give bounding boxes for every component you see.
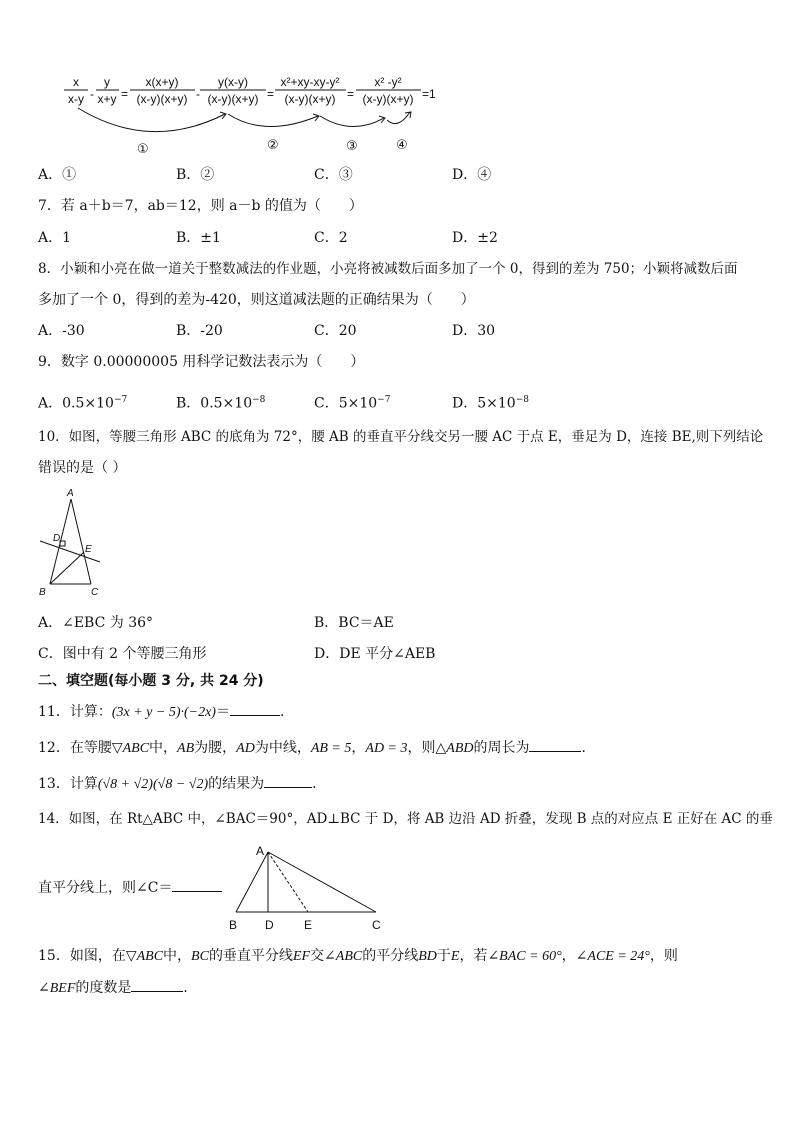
frac1-den: x-y (68, 92, 84, 106)
q10-label-c: C (91, 587, 99, 598)
q9-c-label: C． (314, 395, 339, 412)
op-eq-2: = (267, 87, 275, 101)
q12-text-1: 12．在等腰 (38, 740, 112, 756)
q13-expression: (√8 + √2)(√8 − √2) (97, 777, 209, 792)
q12-text-6: ，则 (407, 740, 436, 756)
op-eq-3: = (347, 87, 355, 101)
q13-period: ． (312, 776, 327, 792)
q6-option-a[interactable]: A．① (38, 167, 77, 183)
q11-answer-blank[interactable] (230, 701, 280, 716)
op-eq-final: =1 (422, 87, 436, 101)
q15-text-5: 的平分线 (362, 948, 419, 964)
q9-option-d[interactable] (452, 390, 529, 414)
q10-label-e: E (85, 544, 92, 555)
op-minus-1: - (90, 87, 94, 101)
q12-triangle: ▽ABC (111, 741, 150, 756)
step-label-4: ④ (396, 137, 408, 152)
q9-d-exponent: −8 (515, 395, 529, 405)
q8-option-d[interactable]: D．30 (452, 323, 496, 339)
q8-stem-line2: 多加了一个 0，得到的差为-420，则这道减法题的正确结果为（ ） (38, 292, 475, 308)
q10-triangle-figure (36, 486, 106, 601)
q10-stem-line1: 10．如图，等腰三角形 ABC 的底角为 72°，腰 AB 的垂直平分线交另一腰 AC 于点 E，垂足为 D，连接 BE,则下列结论 (38, 429, 764, 445)
q9-option-c[interactable] (314, 390, 390, 414)
q15-line2 (38, 977, 197, 999)
q9-option-b[interactable] (176, 390, 265, 414)
q15-text-1: 15．如图，在 (38, 948, 126, 964)
q14-label-a: A (256, 844, 265, 858)
frac2-den: x+y (97, 92, 117, 106)
q7-option-b[interactable]: B．±1 (176, 230, 221, 246)
q15-text-2: 中， (163, 948, 192, 964)
frac2-num: y (104, 75, 110, 89)
q12-abd: △ABD (435, 741, 474, 756)
op-eq-1: = (121, 87, 129, 101)
q12-text-4: 为中线， (254, 740, 311, 756)
q7-stem: 7．若 a＋b＝7，ab＝12，则 a－b 的值为（ ） (38, 198, 363, 214)
q10-label-d: D (53, 533, 61, 544)
q14-triangle-figure (226, 840, 392, 935)
q15-text-6: 于 (436, 948, 451, 964)
q9-b-exponent: −8 (252, 395, 266, 405)
frac6-den: (x-y)(x+y) (362, 92, 414, 106)
q14-side-ab (236, 852, 268, 912)
q10-label-b: B (39, 587, 46, 598)
q9-b-label: B． (176, 395, 201, 412)
q15-angle-ace: ∠ACE = 24° (575, 949, 650, 964)
q12-text-5: ， (351, 740, 366, 756)
arrow-step-4 (387, 112, 410, 124)
frac4-den: (x-y)(x+y) (207, 92, 259, 106)
q10-stem-line2: 错误的是（ ） (38, 460, 127, 476)
q10-option-c[interactable]: C．图中有 2 个等腰三角形 (38, 646, 207, 662)
q15-triangle: ▽ABC (125, 949, 164, 964)
q15-ef: EF (292, 949, 311, 964)
frac3-num: x(x+y) (145, 75, 179, 89)
q12-ab: AB (177, 741, 195, 756)
frac4-num: y(x-y) (218, 75, 248, 89)
q9-a-exponent: −7 (113, 395, 128, 405)
frac3-den: (x-y)(x+y) (136, 92, 188, 106)
q6-option-b[interactable]: B．② (176, 167, 215, 183)
q8-option-c[interactable]: C．20 (314, 323, 357, 339)
arrow-step-3 (320, 116, 384, 127)
q9-c-exponent: −7 (377, 395, 391, 405)
q6-option-c[interactable]: C．③ (314, 167, 353, 183)
q12-text-2: 中， (149, 740, 178, 756)
q12-text-7: 的周长为 (473, 740, 530, 756)
q8-option-b[interactable]: B．-20 (176, 323, 223, 339)
q15-text-10: 的度数是 (75, 980, 132, 996)
q15-text-9: ，则 (649, 948, 678, 964)
section-heading-fill-in: 二、填空题(每小题 3 分, 共 24 分) (38, 673, 264, 689)
q9-c-mantissa: 5×10 (338, 395, 378, 412)
q15-angle-abc: ∠ABC (324, 949, 363, 964)
q7-option-c[interactable]: C．2 (314, 230, 348, 246)
q9-a-mantissa: 0.5×10 (62, 395, 114, 412)
q11-expression: (3x + y − 5)·(−2x) (111, 705, 216, 720)
arrow-step-2 (228, 114, 318, 127)
op-minus-2: - (196, 87, 200, 101)
fraction-chain-formula (30, 72, 436, 157)
q12-ad-value: AD = 3 (365, 741, 408, 756)
step-label-1: ① (137, 141, 149, 156)
q12-period: ． (581, 740, 596, 756)
q8-option-a[interactable]: A．-30 (38, 323, 85, 339)
q12-ad: AD (236, 741, 255, 756)
q13-text-1: 13．计算 (38, 776, 98, 792)
q6-option-d[interactable]: D．④ (452, 167, 492, 183)
q15-angle-bef: ∠BEF (38, 981, 76, 996)
q9-b-mantissa: 0.5×10 (200, 395, 253, 412)
q10-segment-be (50, 552, 84, 584)
q10-side-ac (71, 499, 91, 584)
q13 (38, 773, 326, 795)
q15-text-3: 的垂直平分线 (208, 948, 293, 964)
q15-angle-bac: ∠BAC = 60° (487, 949, 562, 964)
step-label-2: ② (267, 137, 279, 152)
q13-answer-blank[interactable] (264, 773, 312, 788)
q11 (38, 701, 294, 723)
arrow-step-1 (78, 108, 225, 132)
q11-period: ． (279, 704, 294, 720)
q14-text: 直平分线上，则∠C＝ (38, 880, 173, 896)
q15-e: E (450, 949, 460, 964)
q7-option-a[interactable]: A．1 (38, 230, 72, 246)
q9-d-mantissa: 5×10 (477, 395, 516, 412)
q10-option-b[interactable]: B．BC＝AE (314, 615, 394, 631)
q15-text-7: ，若 (459, 948, 488, 964)
step-label-3: ③ (346, 138, 358, 153)
q14-label-b: B (229, 918, 238, 932)
q14-label-e: E (304, 918, 313, 932)
q15-line1 (38, 946, 678, 967)
q15-bc: BC (191, 949, 209, 964)
q14-stem-line2 (38, 877, 222, 898)
q13-text-2: 的结果为 (208, 776, 265, 792)
frac5-num: x²+xy-xy-y² (280, 75, 340, 89)
q9-option-a[interactable] (38, 390, 127, 414)
q14-stem-line1: 14．如图，在 Rt△ABC 中，∠BAC＝90°，AD⊥BC 于 D，将 AB 边沿 AD 折叠，发现 B 点的对应点 E 正好在 AC 的垂 (38, 811, 773, 827)
q12-ab-value: AB = 5 (310, 741, 352, 756)
q9-stem: 9．数字 0.00000005 用科学记数法表示为（ ） (38, 354, 365, 370)
q12-answer-blank[interactable] (529, 737, 581, 752)
q9-a-label: A． (38, 395, 63, 412)
q11-prefix: 11．计算： (38, 704, 112, 720)
q15-text-4: 交 (310, 948, 325, 964)
q14-answer-blank[interactable] (172, 877, 222, 892)
q12 (38, 737, 595, 759)
q10-option-a[interactable]: A．∠EBC 为 36° (38, 615, 154, 631)
q14-side-ac (268, 852, 376, 912)
q7-option-d[interactable]: D．±2 (452, 230, 498, 246)
q15-answer-blank[interactable] (131, 977, 183, 992)
q15-text-8: ， (561, 948, 576, 964)
q9-d-label: D． (452, 395, 478, 412)
frac5-den: (x-y)(x+y) (284, 92, 336, 106)
q10-option-d[interactable]: D．DE 平分∠AEB (314, 646, 436, 662)
q14-fold-ae (268, 852, 308, 912)
q14-label-d: D (265, 918, 274, 932)
frac6-num: x² -y² (374, 75, 402, 89)
frac1-num: x (73, 75, 79, 89)
q10-label-a: A (67, 488, 74, 499)
q15-bd: BD (418, 949, 437, 964)
q14-label-c: C (372, 918, 381, 932)
q11-equals: ＝ (215, 704, 230, 720)
q15-period: ． (183, 980, 198, 996)
q12-text-3: 为腰， (194, 740, 237, 756)
q8-stem-line1: 8．小颖和小亮在做一道关于整数减法的作业题，小亮将被减数后面多加了一个 0，得到的差为 750；小颖将减数后面 (38, 261, 738, 277)
